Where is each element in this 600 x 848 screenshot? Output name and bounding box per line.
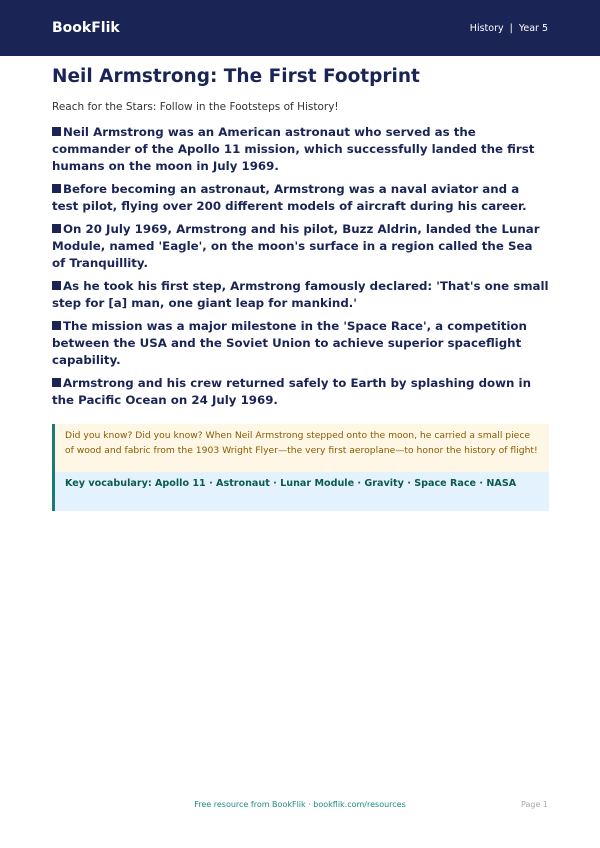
square-bullet-icon: [52, 378, 61, 387]
fact-item: [52, 278, 549, 312]
main-content: [52, 66, 549, 511]
breadcrumb-year[interactable]: Year 5: [518, 22, 548, 34]
fact-item: [52, 221, 549, 272]
fact-text: Before becoming an astronaut, Armstrong was a naval aviator and a test pilot, flying over 200 different models of aircraft during his career.: [52, 182, 527, 213]
breadcrumb: [470, 23, 548, 34]
square-bullet-icon: [52, 224, 61, 233]
page-title: Neil Armstrong: The First Footprint: [52, 66, 420, 87]
brand-logo[interactable]: BookFlik: [52, 20, 120, 36]
header-bar: [0, 0, 600, 56]
square-bullet-icon: [52, 321, 61, 330]
fact-item: [52, 181, 549, 215]
page-footer: [0, 800, 600, 816]
fact-text: As he took his first step, Armstrong famously declared: 'That's one small step for [a] man, one giant leap for mankind.': [52, 279, 549, 310]
footer-credit-link[interactable]: Free resource from BookFlik · bookflik.com/resources: [194, 800, 406, 809]
did-you-know-box: Did you know? Did you know? When Neil Armstrong stepped onto the moon, he carried a small piece of wood and fabric from the 1903 Wright Flyer—the very first aeroplane—to honor the history of flight!: [55, 424, 549, 472]
fact-text: The mission was a major milestone in the 'Space Race', a competition between the USA and the Soviet Union to achieve superior spaceflight capability.: [52, 319, 527, 367]
fact-item: [52, 375, 549, 409]
fact-list: [52, 124, 549, 409]
key-vocabulary-box: Key vocabulary: Apollo 11 · Astronaut · Lunar Module · Gravity · Space Race · NASA: [55, 472, 549, 511]
breadcrumb-subject[interactable]: History: [469, 22, 504, 34]
fact-item: [52, 124, 549, 175]
page-number: Page 1: [521, 800, 548, 809]
info-callout: [52, 424, 549, 511]
square-bullet-icon: [52, 127, 61, 136]
fact-text: On 20 July 1969, Armstrong and his pilot, Buzz Aldrin, landed the Lunar Module, named 'Eagle', on the moon's surface in a region called the Sea of Tranquillity.: [52, 222, 540, 270]
page-subtitle: Reach for the Stars: Follow in the Footsteps of History!: [52, 101, 339, 113]
fact-item: [52, 318, 549, 369]
fact-text: Neil Armstrong was an American astronaut who served as the commander of the Apollo 11 mission, which successfully landed the first humans on the moon in July 1969.: [52, 125, 535, 173]
fact-text: Armstrong and his crew returned safely to Earth by splashing down in the Pacific Ocean on 24 July 1969.: [52, 376, 532, 407]
breadcrumb-separator: |: [509, 22, 513, 34]
square-bullet-icon: [52, 281, 61, 290]
square-bullet-icon: [52, 184, 61, 193]
